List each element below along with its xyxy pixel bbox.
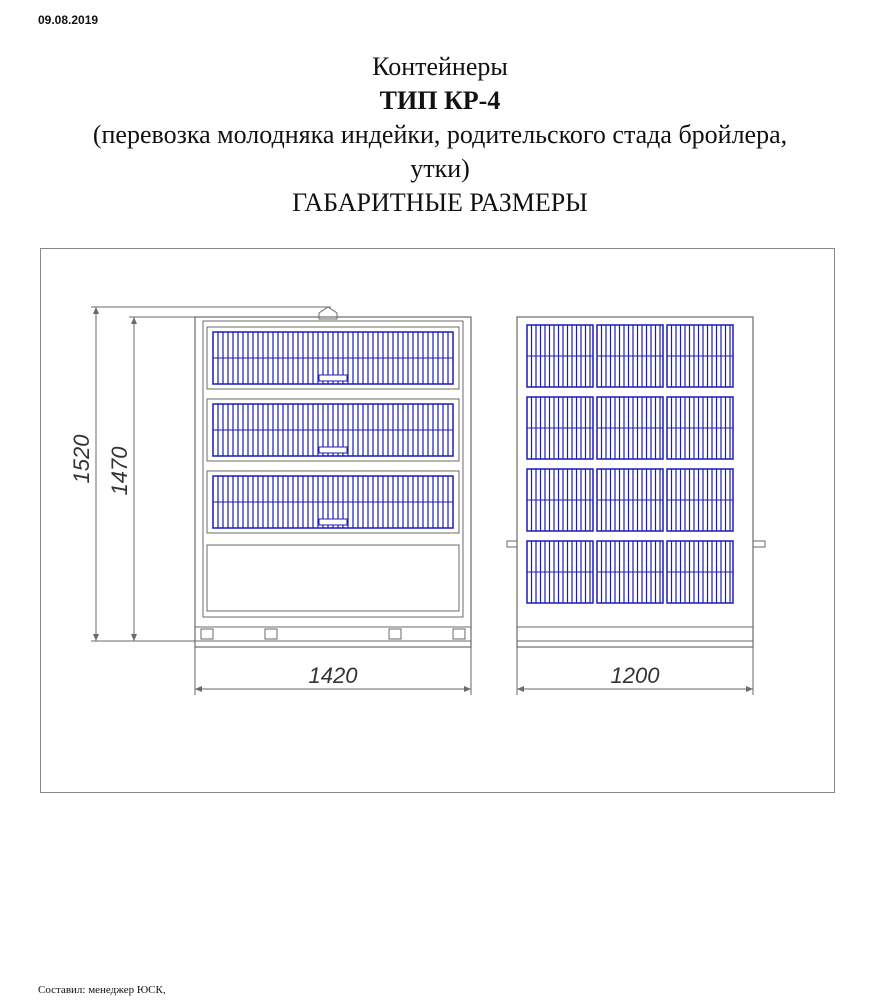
side-base-pallet bbox=[517, 627, 753, 641]
dim-1200-arrow bbox=[746, 686, 753, 692]
side-cage-cell bbox=[597, 397, 663, 459]
side-cage-cell bbox=[597, 325, 663, 387]
side-right-handle bbox=[753, 541, 765, 547]
side-view bbox=[507, 317, 765, 647]
front-bottom-compartment bbox=[207, 545, 459, 611]
dimension-overall-height: 1520 bbox=[69, 434, 94, 484]
author-note: Составил: менеджер ЮСК, bbox=[38, 984, 166, 996]
front-base-foot bbox=[453, 629, 465, 639]
side-cage-cell bbox=[667, 541, 733, 603]
side-cage-cell bbox=[597, 541, 663, 603]
title-line-purpose: (перевозка молодняка индейки, родительского стада бройлера, bbox=[92, 120, 788, 149]
dim-1420-arrow bbox=[464, 686, 471, 692]
side-cage-cell bbox=[527, 541, 593, 603]
side-left-handle bbox=[507, 541, 517, 547]
dim-1470-arrow bbox=[131, 634, 137, 641]
side-cage-cell bbox=[527, 325, 593, 387]
side-cage-cell bbox=[667, 325, 733, 387]
dim-1420-arrow bbox=[195, 686, 202, 692]
front-view bbox=[195, 307, 471, 647]
dimension-lines bbox=[91, 307, 753, 695]
front-base-foot bbox=[201, 629, 213, 639]
front-base-pallet bbox=[195, 627, 471, 641]
document-title bbox=[0, 50, 880, 220]
title-line-dimensions: ГАБАРИТНЫЕ РАЗМЕРЫ bbox=[292, 188, 588, 217]
side-cage-cell bbox=[597, 469, 663, 531]
title-line-containers: Контейнеры bbox=[372, 52, 508, 81]
dim-1470-arrow bbox=[131, 317, 137, 324]
side-cage-cell bbox=[667, 469, 733, 531]
dim-1200-arrow bbox=[517, 686, 524, 692]
dimension-side-width: 1200 bbox=[610, 663, 660, 688]
side-cage-cell bbox=[527, 397, 593, 459]
title-line-purpose-cont: утки) bbox=[410, 154, 470, 183]
side-cage-cell bbox=[527, 469, 593, 531]
dim-1520-arrow bbox=[93, 307, 99, 314]
dimension-front-width: 1420 bbox=[308, 663, 358, 688]
front-tier-latch bbox=[319, 375, 347, 381]
title-line-type: ТИП КР-4 bbox=[379, 86, 501, 115]
side-outer-frame bbox=[517, 317, 753, 647]
side-cage-cell bbox=[667, 397, 733, 459]
drawing-canvas bbox=[41, 249, 836, 794]
front-tier-latch bbox=[319, 447, 347, 453]
front-base-foot bbox=[265, 629, 277, 639]
technical-drawing bbox=[40, 248, 835, 793]
dimension-frame-height: 1470 bbox=[107, 446, 132, 496]
front-base-foot bbox=[389, 629, 401, 639]
document-date: 09.08.2019 bbox=[38, 13, 99, 27]
dim-1520-arrow bbox=[93, 634, 99, 641]
front-tier-latch bbox=[319, 519, 347, 525]
